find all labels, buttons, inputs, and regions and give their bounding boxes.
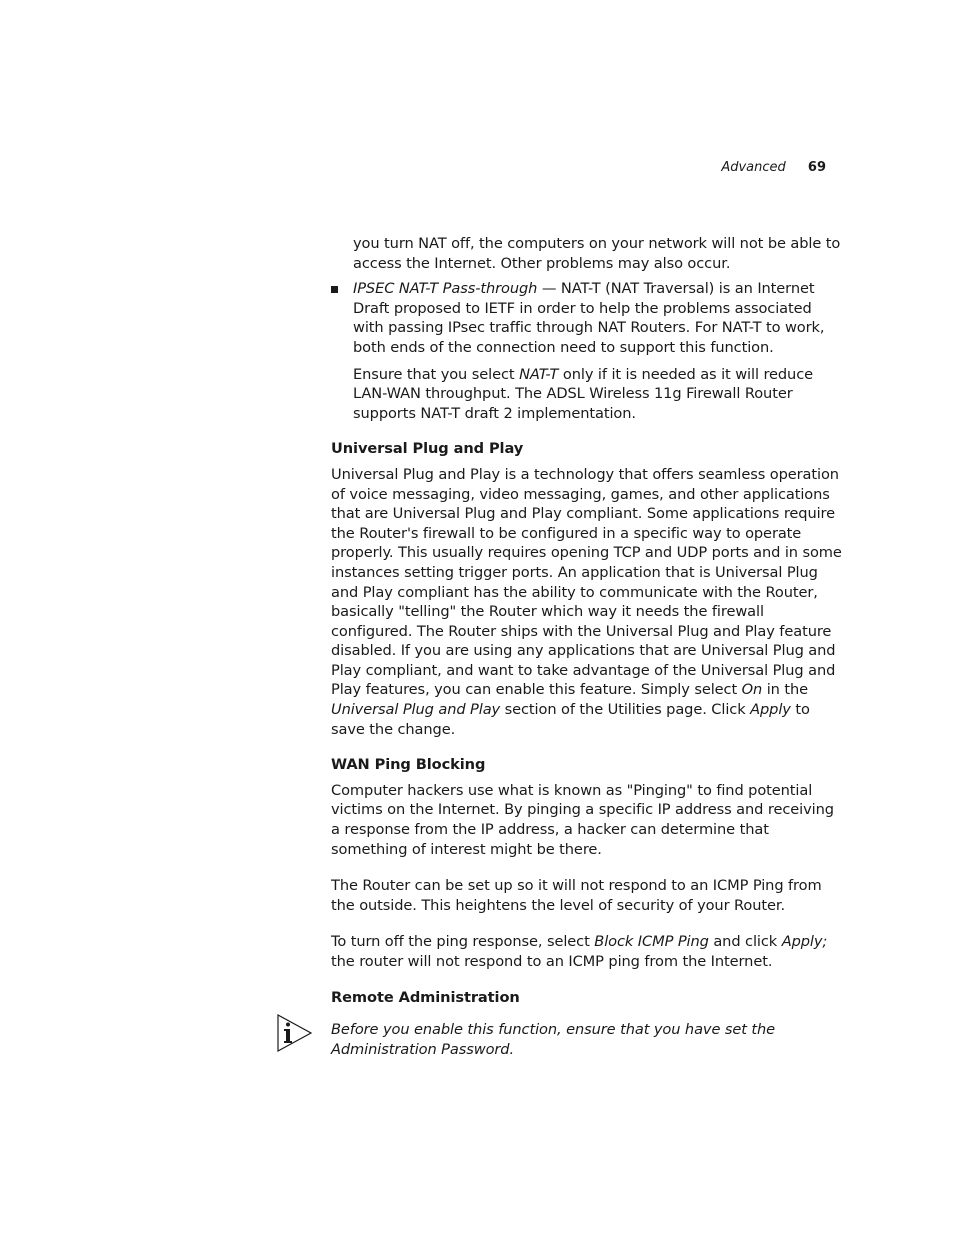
upnp-text-3: section of the Utilities page. Click <box>500 701 751 719</box>
upnp-text-4: to save the change. <box>331 701 810 738</box>
ipsec-term: IPSEC NAT-T Pass-through <box>353 280 538 298</box>
upnp-text-2: in the <box>762 681 809 699</box>
wan-ping-p3-block: Block ICMP Ping <box>594 933 709 951</box>
info-note <box>331 1020 843 1059</box>
page-content <box>331 234 843 1059</box>
upnp-text-1: Universal Plug and Play is a technology that offers seamless operation of voice messaging, video messaging, games, and other applications that are Universal Plug and Play compliant. Some applications require the Router's firewall to be configured in a specific way to operate properly. This usually requires opening TCP and UDP ports and in some instances setting trigger ports. An application that is Universal Plug and Play compliant has the ability to communicate with the Router, basically "telling" the Router which way it needs the firewall configured. The Router ships with the Universal Plug and Play feature disabled. If you are using any applications that are Universal Plug and Play compliant, and want to take advantage of the Universal Plug and Play features, you can enable this feature. Simply select <box>331 465 842 699</box>
bullet-ipsec-text <box>353 279 843 357</box>
heading-upnp: Universal Plug and Play <box>331 440 524 458</box>
wan-ping-p3-mid: and click <box>708 933 782 951</box>
ipsec-note-post: only if it is needed as it will reduce LAN-WAN throughput. The ADSL Wireless 11g Firewall Router supports NAT-T draft 2 implementation. <box>353 365 814 422</box>
upnp-section: Universal Plug and Play <box>331 701 501 719</box>
page-number: 69 <box>807 160 826 175</box>
ipsec-description: — NAT-T (NAT Traversal) is an Internet Draft proposed to IETF in order to help the problems associated with passing IPsec traffic through NAT Routers. For NAT-T to work, both ends of the connection need to support this function. <box>353 280 825 356</box>
ipsec-note-term: NAT-T <box>519 365 559 383</box>
wan-ping-paragraph-2: The Router can be set up so it will not respond to an ICMP Ping from the outside. This heightens the level of security of your Router. <box>331 877 822 914</box>
wan-ping-p3-pre: To turn off the ping response, select <box>331 933 595 951</box>
bullet-ipsec <box>331 279 843 357</box>
ipsec-note-paragraph <box>331 365 843 424</box>
page-header <box>0 160 826 175</box>
heading-wan-ping: WAN Ping Blocking <box>331 756 486 774</box>
upnp-on: On <box>741 681 763 699</box>
bullet-square-icon <box>331 286 338 293</box>
wan-ping-paragraph-1: Computer hackers use what is known as "Pinging" to find potential victims on the Internet. By pinging a specific IP address and receiving a response from the IP address, a hacker can determine that something of interest might be there. <box>331 781 834 858</box>
header-section: Advanced <box>721 160 786 175</box>
wan-ping-p3-post: the router will not respond to an ICMP ping from the Internet. <box>331 953 773 970</box>
heading-remote-admin: Remote Administration <box>331 988 520 1006</box>
wan-ping-p3-apply: Apply; <box>781 933 828 951</box>
info-note-text: Before you enable this function, ensure that you have set the Administration Password. <box>331 1021 776 1058</box>
wan-ping-paragraph-3 <box>331 932 843 971</box>
continuation-paragraph: you turn NAT off, the computers on your network will not be able to access the Internet. Other problems may also occur. <box>353 235 841 272</box>
info-icon <box>277 1013 313 1053</box>
upnp-apply: Apply <box>750 701 791 719</box>
upnp-paragraph <box>331 465 843 739</box>
ipsec-note-pre: Ensure that you select <box>353 365 520 383</box>
